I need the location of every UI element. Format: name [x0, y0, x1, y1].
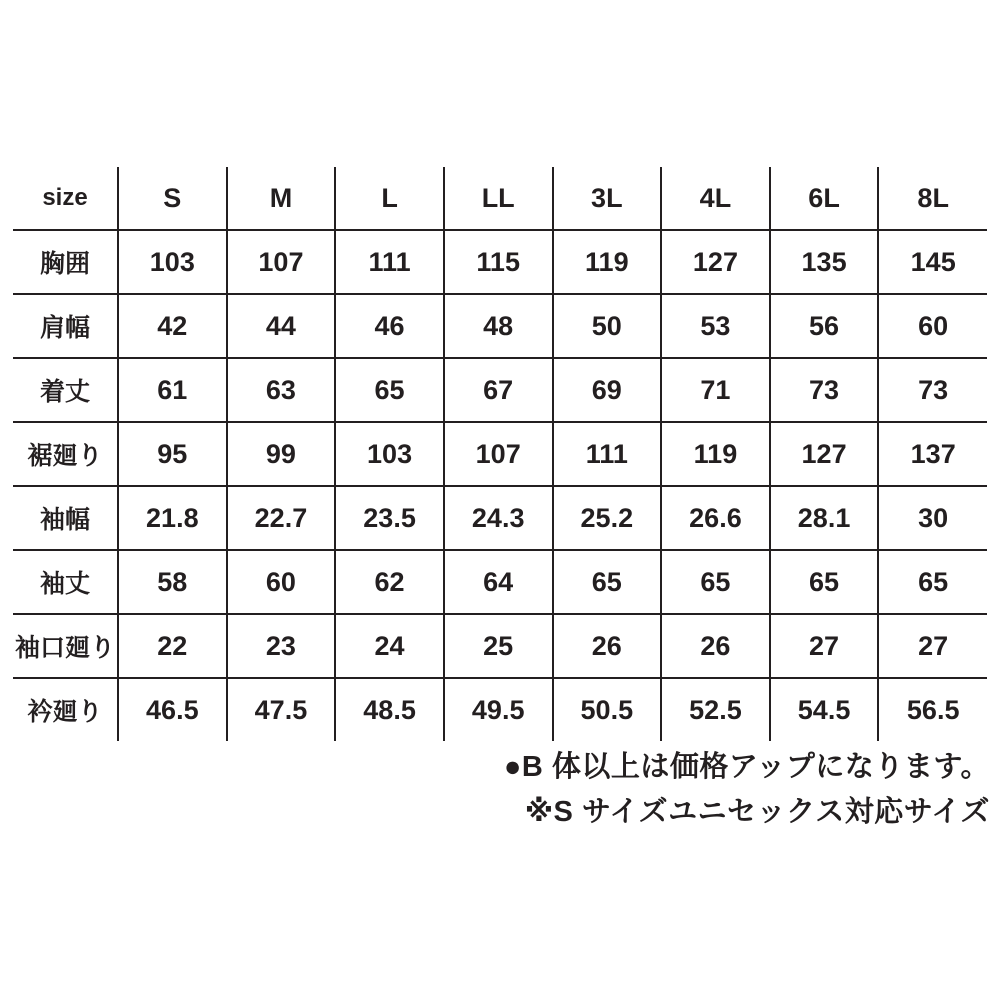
- size-table-body: [13, 230, 987, 741]
- cell-value: 65: [770, 550, 879, 614]
- cell-value: 28.1: [770, 486, 879, 550]
- row-label: 着丈: [13, 358, 118, 422]
- cell-value: 73: [770, 358, 879, 422]
- cell-value: 71: [661, 358, 770, 422]
- cell-value: 25.2: [553, 486, 662, 550]
- table-row: [13, 294, 987, 358]
- cell-value: 47.5: [227, 678, 336, 741]
- cell-value: 60: [227, 550, 336, 614]
- cell-value: 127: [770, 422, 879, 486]
- cell-value: 42: [118, 294, 227, 358]
- row-label: 胸囲: [13, 230, 118, 294]
- row-label: 袖幅: [13, 486, 118, 550]
- table-row: [13, 550, 987, 614]
- cell-value: 52.5: [661, 678, 770, 741]
- cell-value: 65: [878, 550, 987, 614]
- header-cell-size: size: [13, 167, 118, 230]
- header-cell-6l: 6L: [770, 167, 879, 230]
- cell-value: 145: [878, 230, 987, 294]
- cell-value: 27: [878, 614, 987, 678]
- cell-value: 111: [553, 422, 662, 486]
- cell-value: 56: [770, 294, 879, 358]
- cell-value: 46: [335, 294, 444, 358]
- notes-section: [0, 745, 1000, 835]
- size-table: [13, 167, 987, 741]
- cell-value: 49.5: [444, 678, 553, 741]
- cell-value: 135: [770, 230, 879, 294]
- row-label: 裾廻り: [13, 422, 118, 486]
- cell-value: 50.5: [553, 678, 662, 741]
- header-cell-s: S: [118, 167, 227, 230]
- cell-value: 48: [444, 294, 553, 358]
- cell-value: 107: [444, 422, 553, 486]
- table-row: [13, 614, 987, 678]
- row-label: 袖口廻り: [13, 614, 118, 678]
- table-row: [13, 422, 987, 486]
- size-table-head: [13, 167, 987, 230]
- cell-value: 44: [227, 294, 336, 358]
- cell-value: 67: [444, 358, 553, 422]
- cell-value: 23.5: [335, 486, 444, 550]
- size-table-container: [13, 167, 987, 741]
- header-cell-4l: 4L: [661, 167, 770, 230]
- cell-value: 23: [227, 614, 336, 678]
- cell-value: 119: [661, 422, 770, 486]
- table-row: [13, 358, 987, 422]
- cell-value: 73: [878, 358, 987, 422]
- cell-value: 30: [878, 486, 987, 550]
- cell-value: 111: [335, 230, 444, 294]
- cell-value: 103: [335, 422, 444, 486]
- cell-value: 64: [444, 550, 553, 614]
- cell-value: 99: [227, 422, 336, 486]
- cell-value: 26: [661, 614, 770, 678]
- cell-value: 107: [227, 230, 336, 294]
- cell-value: 103: [118, 230, 227, 294]
- cell-value: 65: [553, 550, 662, 614]
- cell-value: 50: [553, 294, 662, 358]
- row-label: 肩幅: [13, 294, 118, 358]
- header-cell-m: M: [227, 167, 336, 230]
- note-unisex-size: ※S サイズユニセックス対応サイズ: [524, 795, 990, 828]
- cell-value: 127: [661, 230, 770, 294]
- cell-value: 24: [335, 614, 444, 678]
- table-row: [13, 230, 987, 294]
- cell-value: 54.5: [770, 678, 879, 741]
- cell-value: 46.5: [118, 678, 227, 741]
- cell-value: 62: [335, 550, 444, 614]
- header-cell-8l: 8L: [878, 167, 987, 230]
- cell-value: 65: [335, 358, 444, 422]
- cell-value: 25: [444, 614, 553, 678]
- cell-value: 65: [661, 550, 770, 614]
- cell-value: 24.3: [444, 486, 553, 550]
- cell-value: 69: [553, 358, 662, 422]
- row-label: 袖丈: [13, 550, 118, 614]
- header-cell-ll: LL: [444, 167, 553, 230]
- cell-value: 115: [444, 230, 553, 294]
- cell-value: 63: [227, 358, 336, 422]
- cell-value: 21.8: [118, 486, 227, 550]
- cell-value: 61: [118, 358, 227, 422]
- table-header-row: [13, 167, 987, 230]
- cell-value: 22: [118, 614, 227, 678]
- cell-value: 137: [878, 422, 987, 486]
- cell-value: 26: [553, 614, 662, 678]
- cell-value: 48.5: [335, 678, 444, 741]
- cell-value: 58: [118, 550, 227, 614]
- header-cell-l: L: [335, 167, 444, 230]
- cell-value: 119: [553, 230, 662, 294]
- cell-value: 22.7: [227, 486, 336, 550]
- cell-value: 95: [118, 422, 227, 486]
- cell-value: 26.6: [661, 486, 770, 550]
- note-price-up: ●B 体以上は価格アップになります。: [503, 751, 990, 783]
- table-row: [13, 678, 987, 741]
- cell-value: 27: [770, 614, 879, 678]
- table-row: [13, 486, 987, 550]
- row-label: 衿廻り: [13, 678, 118, 741]
- cell-value: 56.5: [878, 678, 987, 741]
- cell-value: 53: [661, 294, 770, 358]
- cell-value: 60: [878, 294, 987, 358]
- header-cell-3l: 3L: [553, 167, 662, 230]
